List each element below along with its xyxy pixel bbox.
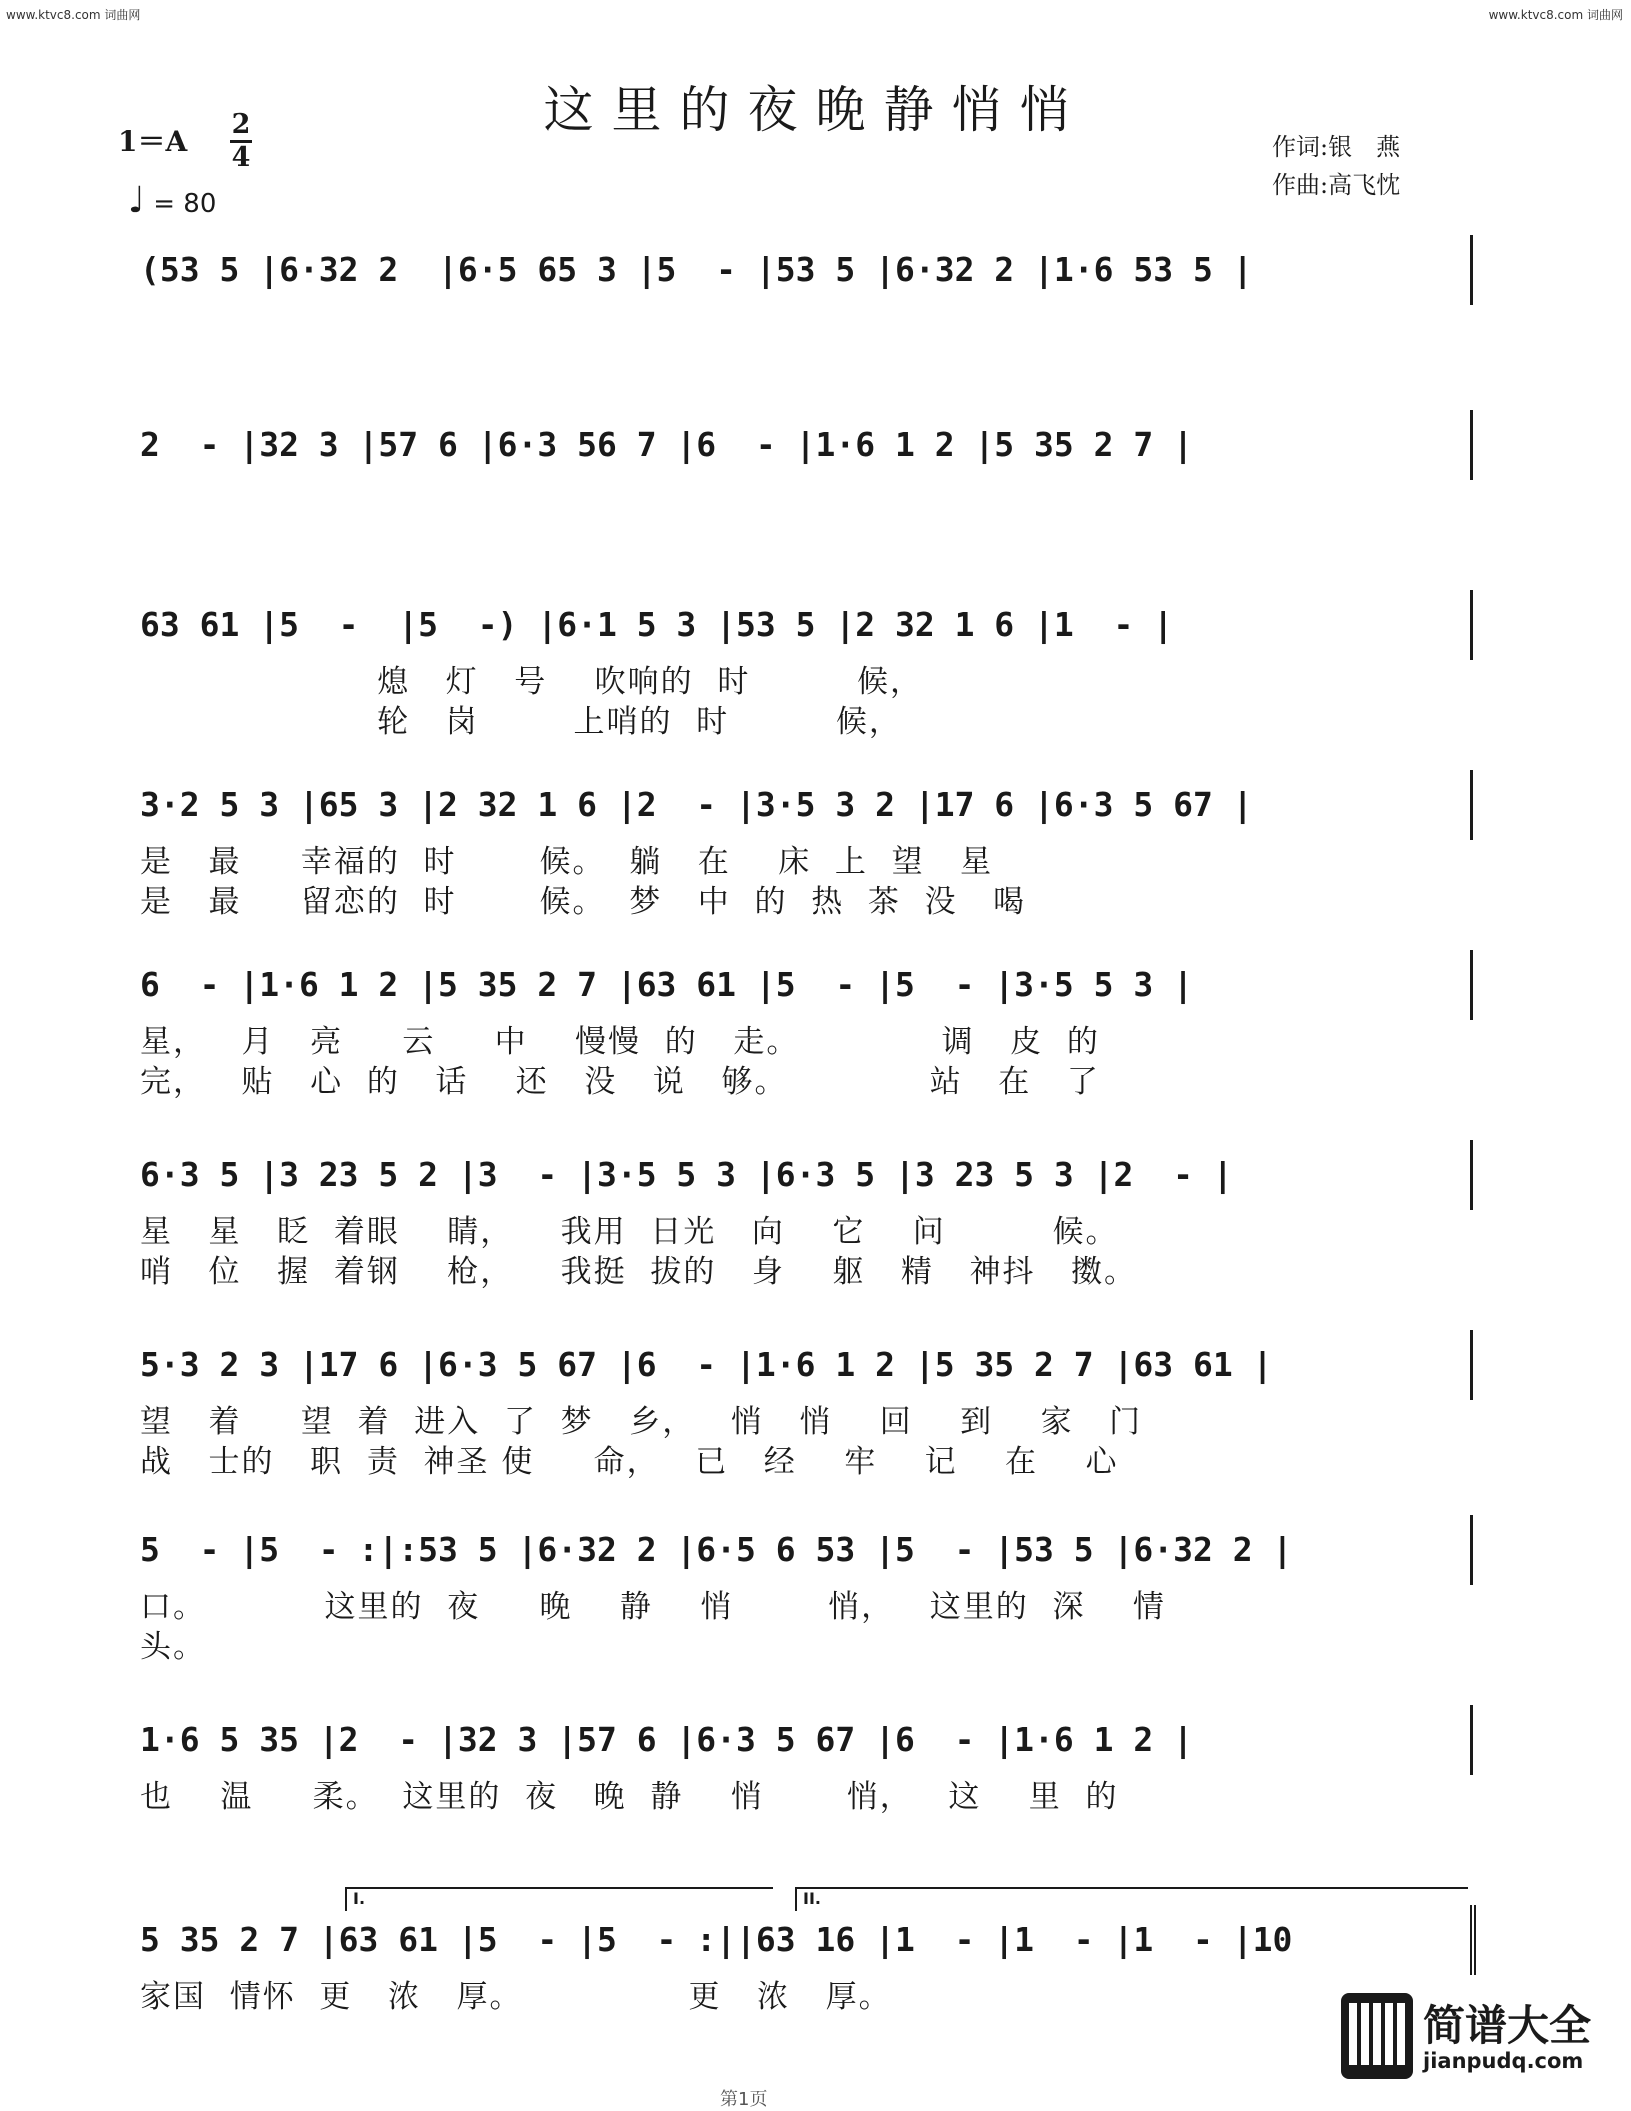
notation-line: 2 - |32 3 |57 6 |6·3 56 7 |6 - |1·6 1 2 |5 35 2 7 | xyxy=(140,410,1473,480)
logo-site: jianpudq.com xyxy=(1423,2049,1584,2073)
lyric-verse-2: 轮 岗 上哨的 时 候， xyxy=(140,704,902,740)
system-2 xyxy=(140,410,1470,480)
composer: 作曲:高飞忱 xyxy=(1272,171,1401,199)
lyric-verse-2: 战 士的 职 责 神圣 使 命， 已 经 牢 记 在 心 xyxy=(140,1444,1119,1480)
notation-line: 5 35 2 7 |63 61 |5 - |5 - :||63 16 |1 - |1 - |1 - |10 xyxy=(140,1905,1476,1975)
meter-bottom: 4 xyxy=(231,142,251,173)
system-10 xyxy=(140,1889,1470,2020)
lyric-verse-2: 哨 位 握 着钢 枪， 我挺 拔的 身 躯 精 神抖 擞。 xyxy=(140,1254,1138,1290)
second-ending-bracket: II. xyxy=(795,1887,1468,1911)
notation-line: 6·3 5 |3 23 5 2 |3 - |3·5 5 3 |6·3 5 |3 23 5 3 |2 - | xyxy=(140,1140,1473,1210)
system-6 xyxy=(140,1140,1470,1295)
piano-icon xyxy=(1341,1993,1413,2079)
song-title: 这里的夜晚静悄悄 xyxy=(543,81,1088,139)
system-8 xyxy=(140,1515,1470,1670)
notation-line: 6 - |1·6 1 2 |5 35 2 7 |63 61 |5 - |5 - |3·5 5 3 | xyxy=(140,950,1473,1020)
meter-top: 2 xyxy=(231,109,251,140)
notation-line: 1·6 5 35 |2 - |32 3 |57 6 |6·3 5 67 |6 - |1·6 1 2 | xyxy=(140,1705,1473,1775)
lyric-verse-1: 口。 这里的 夜 晚 静 悄 悄， 这里的 深 情 xyxy=(140,1589,1166,1625)
system-3 xyxy=(140,590,1470,745)
lyric-verse-1: 家国 情怀 更 浓 厚。 更 浓 厚。 xyxy=(140,1979,892,2015)
key-signature: 1＝A xyxy=(118,125,188,158)
notation-line: 5·3 2 3 |17 6 |6·3 5 67 |6 - |1·6 1 2 |5 35 2 7 |63 61 | xyxy=(140,1330,1473,1400)
notation-line: (53 5 |6·32 2 |6·5 65 3 |5 - |53 5 |6·32 2 |1·6 53 5 | xyxy=(140,235,1473,305)
lyric-verse-1: 也 温 柔。 这里的 夜 晚 静 悄 悄， 这 里 的 xyxy=(140,1779,1119,1815)
system-7 xyxy=(140,1330,1470,1485)
first-ending-bracket: I. xyxy=(345,1887,773,1911)
notation-line: 63 61 |5 - |5 -) |6·1 5 3 |53 5 |2 32 1 6 |1 - | xyxy=(140,590,1473,660)
notation-line: 5 - |5 - :|:53 5 |6·32 2 |6·5 6 53 |5 - |53 5 |6·32 2 | xyxy=(140,1515,1473,1585)
lyric-verse-1: 是 最 幸福的 时 候。 躺 在 床 上 望 星 xyxy=(140,844,994,880)
credits xyxy=(1272,128,1400,204)
lyric-verse-2: 是 最 留恋的 时 候。 梦 中 的 热 茶 没 喝 xyxy=(140,884,1027,920)
notation-line: 3·2 5 3 |65 3 |2 32 1 6 |2 - |3·5 3 2 |17 6 |6·3 5 67 | xyxy=(140,770,1473,840)
site-watermark-left: www.ktvc8.com 词曲网 xyxy=(6,8,141,22)
lyric-verse-2: 头。 xyxy=(140,1629,206,1665)
logo-brand: 简谱大全 xyxy=(1423,2001,1592,2050)
jianpudq-logo xyxy=(1341,1993,1611,2085)
system-4 xyxy=(140,770,1470,925)
lyric-verse-1: 望 着 望 着 进入 了 梦 乡， 悄 悄 回 到 家 门 xyxy=(140,1404,1143,1440)
lyric-verse-1: 熄 灯 号 吹响的 时 候， xyxy=(140,664,924,700)
tempo-mark xyxy=(128,180,216,221)
lyric-verse-1: 星 星 眨 着眼 睛， 我用 日光 向 它 问 候。 xyxy=(140,1214,1119,1250)
lyricist: 作词:银 燕 xyxy=(1272,133,1401,161)
time-signature xyxy=(230,110,252,173)
system-1 xyxy=(140,235,1470,305)
lyric-verse-2: 完， 贴 心 的 话 还 没 说 够。 站 在 了 xyxy=(140,1064,1100,1100)
quarter-note-icon: ♩ xyxy=(128,180,145,221)
site-watermark-right: www.ktvc8.com 词曲网 xyxy=(1488,8,1623,22)
system-9 xyxy=(140,1705,1470,1820)
page-number: 第1页 xyxy=(720,2089,768,2110)
system-5 xyxy=(140,950,1470,1105)
lyric-verse-1: 星， 月 亮 云 中 慢慢 的 走。 调 皮 的 xyxy=(140,1024,1100,1060)
tempo-value: = 80 xyxy=(153,189,217,219)
